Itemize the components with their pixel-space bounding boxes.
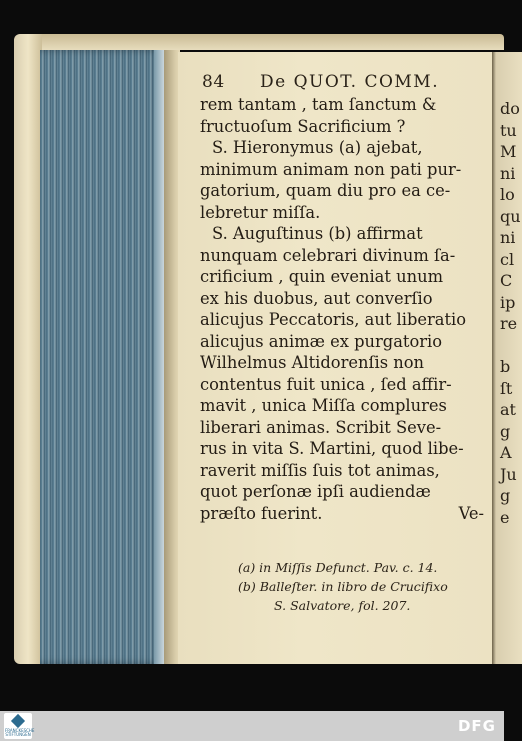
- page-body-text: [200, 94, 490, 524]
- page-header: [202, 72, 487, 96]
- fragment: Ju: [500, 464, 517, 484]
- fragment: e: [500, 507, 510, 527]
- fragment: C: [500, 271, 513, 290]
- fragment: ſt: [500, 378, 513, 398]
- fragment: g: [500, 486, 511, 505]
- text-line: lebretur miſſa.: [200, 202, 321, 222]
- page-number: 84: [202, 72, 225, 92]
- text-line: liberari animas. Scribit Seve-: [200, 417, 442, 437]
- running-title: De QUOT. COMM.: [260, 72, 440, 92]
- text-line: contentus fuit unica , ſed affir-: [200, 374, 452, 394]
- fragment: re: [500, 314, 518, 333]
- book-page: [178, 52, 492, 664]
- text-line: mavit , unica Miſſa complures: [200, 396, 447, 415]
- text-line: crificium , quin eveniat unum: [200, 267, 444, 286]
- viewer-footer-bar: [0, 711, 504, 741]
- footnote-b: (b) Balleſter. in libro de Crucifixo: [238, 579, 448, 594]
- fragment: b: [500, 357, 511, 376]
- text-line: fructuoſum Sacrificium ?: [200, 116, 406, 136]
- book-cover-top: [24, 34, 504, 50]
- fragment: tu: [500, 120, 517, 140]
- text-line: S. Hieronymus (a) ajebat,: [212, 138, 423, 157]
- text-line: [200, 503, 490, 525]
- book: [14, 34, 521, 664]
- text-line: Wilhelmus Altidorenſis non: [200, 353, 425, 372]
- fragment: ni: [500, 163, 516, 183]
- fragment: lo: [500, 185, 515, 204]
- fragment: [492, 335, 521, 357]
- text-line: rem tantam , tam ſanctum &: [200, 95, 437, 114]
- page-edges: [40, 50, 164, 664]
- text-line-part: præſto fuerint.: [200, 503, 323, 523]
- fragment: A: [500, 443, 512, 462]
- facing-page-text: [492, 98, 521, 528]
- francke-foundation-logo[interactable]: [4, 713, 35, 739]
- text-line: alicujus animæ ex purgatorio: [200, 331, 443, 351]
- fragment: M: [500, 142, 517, 161]
- text-line: minimum animam non pati pur-: [200, 159, 462, 179]
- fragment: g: [500, 421, 511, 441]
- text-line: gatorium, quam diu pro ea ce-: [200, 181, 451, 200]
- fragment: cl: [500, 249, 515, 269]
- dfg-logo[interactable]: DFG: [457, 717, 496, 735]
- text-line: ex his duobus, aut converſio: [200, 288, 433, 308]
- facing-page-edge: [492, 52, 522, 664]
- fragment: do: [500, 99, 520, 118]
- text-line: rus in vita S. Martini, quod libe-: [200, 439, 464, 458]
- logo-caption: FRANCKESCHE STIFTUNGEN: [5, 728, 35, 737]
- catchword: Ve-: [458, 503, 484, 523]
- footnotes: [238, 558, 488, 615]
- fragment: qu: [500, 206, 521, 226]
- book-cover-edge: [14, 34, 42, 664]
- text-line: quot perſonæ ipſi audiendæ: [200, 482, 431, 501]
- footnote-a: (a) in Miſſis Defunct. Pav. c. 14.: [238, 560, 438, 575]
- text-line: nunquam celebrari divinum ſa-: [200, 245, 456, 265]
- fragment: at: [500, 400, 516, 419]
- footnote-b-continued: S. Salvatore, fol. 207.: [274, 598, 411, 613]
- fragment: ip: [500, 292, 516, 312]
- text-line: raverit miſſis ſuis tot animas,: [200, 460, 440, 480]
- text-line: alicujus Peccatoris, aut liberatio: [200, 310, 467, 329]
- text-line: S. Auguſtinus (b) affirmat: [212, 224, 423, 243]
- fragment: ni: [500, 228, 516, 247]
